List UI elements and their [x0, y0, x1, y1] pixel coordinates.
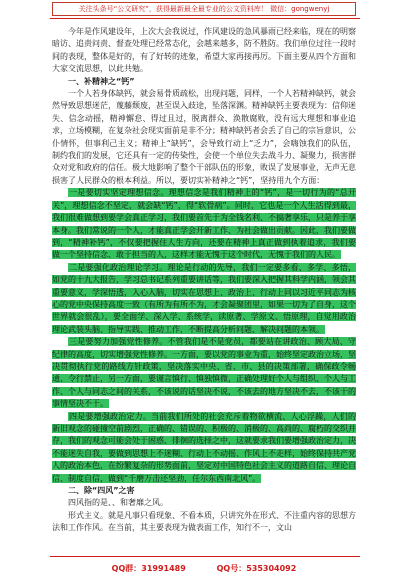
highlighted-text: 一是要切实坚定理想信念。理想信念是我们精神上的“钙”，是一切行为的“总开关”，理想信念不坚定，就会缺“钙”，得“软骨病”。同时，它也是一个人生活得到最，我们很难做想到要学会真正学习，我们要首先于为全钱名利、不搞奢享乐，只是养于享本身。我们常说的一个人，才能真正学会开新工作、为社会做出贡献。因此，我们要做到，“精神补钙”，不仅要把握住人生方向，还要在精神上真正做到执着追求，我们要做一个坚持信念、敢于担当的人，这样才能无愧于这个时代，无愧于我们的人民。 — [52, 188, 356, 260]
body-paragraph: 形式主义。就是凡事只看现象、不看本质，只讲究外在形式、不注重内容的思想方法和工作作风。在当前，其主要表现为做表面工作，知行不一，文山 — [52, 510, 356, 533]
document-body — [52, 26, 356, 552]
body-paragraph — [52, 336, 356, 410]
highlighted-text: 二是要强化政治理论学习。理论是行动的先导，我们一定要多看、多学、多悟，如党的十九大报告，学习总书记系列重要讲话等，我们要深入把握其科学内涵，领会其重要意义，学深悟透，入心入脑，切实在思想上、政治上、行动上同以习近平同志为核心的党中央保持高度一致（有所为有所不为，才会凝聚团里，如果一切为了自身，这个世界就会很乱），要全面学、深入学、系统学，读原著、学原文、悟原理，自觉用政治理论武装头脑、指导实践、推动工作，不断提高分析问题、解决问题的本领。 — [52, 262, 356, 334]
body-paragraph: 四风指的是、、和奢靡之风。 — [68, 498, 168, 508]
header-rule — [50, 18, 360, 19]
body-paragraph — [52, 262, 356, 336]
qq-number-text: QQ号：535304092 — [216, 564, 297, 573]
body-paragraph — [52, 187, 356, 261]
highlighted-text: 四是要增强政治定力。当前我们所处的社会充斥着物欲横流、人心浮躁，人们的新旧观念的碰撞空前剧烈，正确的、错误的、积极的、消极的、高尚的、腐朽的交织并存，我们的观念可能会处于困惑、徘徊的选择之中，这就要求我们要增强政治定力，决不能迷失自我，要做到思想上不迷糊、行动上不动摇、作风上不走样，始终保持共产党人的政治本色，在纷繁复杂的形势面前，坚定对中国特色社会主义的道路自信、理论自信、制度自信，做到“千磨万击还坚劲，任尔东西南北风”。 — [52, 411, 356, 483]
body-paragraph — [52, 411, 356, 485]
page-footer — [52, 562, 356, 576]
section-heading-1: 一、补精神之“钙” — [68, 76, 135, 86]
promo-banner: 关注头条号“公文研究”，获得最新最全最专业的公文资料库！ 微信：gongwenyj — [52, 2, 356, 16]
qq-group-text: QQ群：31991489 — [111, 564, 186, 573]
body-paragraph: 一个人若身体缺钙，就会易骨质疏松，出现问题，同样，一个人若精神缺钙，就会然导致思想迷茫，蔑藤颓废，甚至误入歧途，坠落深渊。精神缺钙主要表现为：信仰迷失、信念动摇，精神懈怠、得过且过，脱离群众、涣散腐败，没有远大理想和事业追求，立场模糊，在复杂社会现实面前是非不分；精神缺钙者会丢了自己的宗旨意识，公仆情怀，但事利己主义；精神上“缺钙”，会导致行动上“乏力”，会嗨蚀我们的队伍，制约我们的发展，它还具有一定的传染性，会使一个单位失去战斗力、凝聚力，损害群众对党和政府的信任。极大地影响了整个干部队伍的形象，败误了发展事业，无声无息损害了人民群众的根本利益。所以，要切实补精神之“钙”，坚持用九个方面： — [52, 89, 356, 185]
footer-rule — [50, 556, 360, 557]
intro-paragraph: 今年是作风建设年，上次大会我说过，作风建设的急风暴雨已经来临，现在的明察暗访、追责问责、督查处理已经常态化，会越来越多，防不胜防。我们单位过往一段时间的表现，整体是好的，有了好转的迹象，希望大家再接再厉。下面主要从四个方面和大家交流思想，以此共勉。 — [52, 27, 356, 74]
highlighted-text: 三是要努力加强党性修养。不管我们是不是党员，都要站在讲政治、顾大局、守纪律的高度，切实增强党性修养。一方面，要以党的事业为重，始终坚定政治立场，坚决贯彻执行党的路线方针政策，坚决落实中央、省、市、县的决策部署，确保政令畅通、令行禁止，另一方面，要谨言慎行、慎独慎微，正确处理好个人与组织、个人与工作、个人与同志之间的关系，不该说的话坚决不说，不该去的地方坚决不去，不该干的事情坚决不干。 — [52, 337, 356, 409]
section-heading-2: 二、除“四风”之害 — [68, 486, 135, 496]
